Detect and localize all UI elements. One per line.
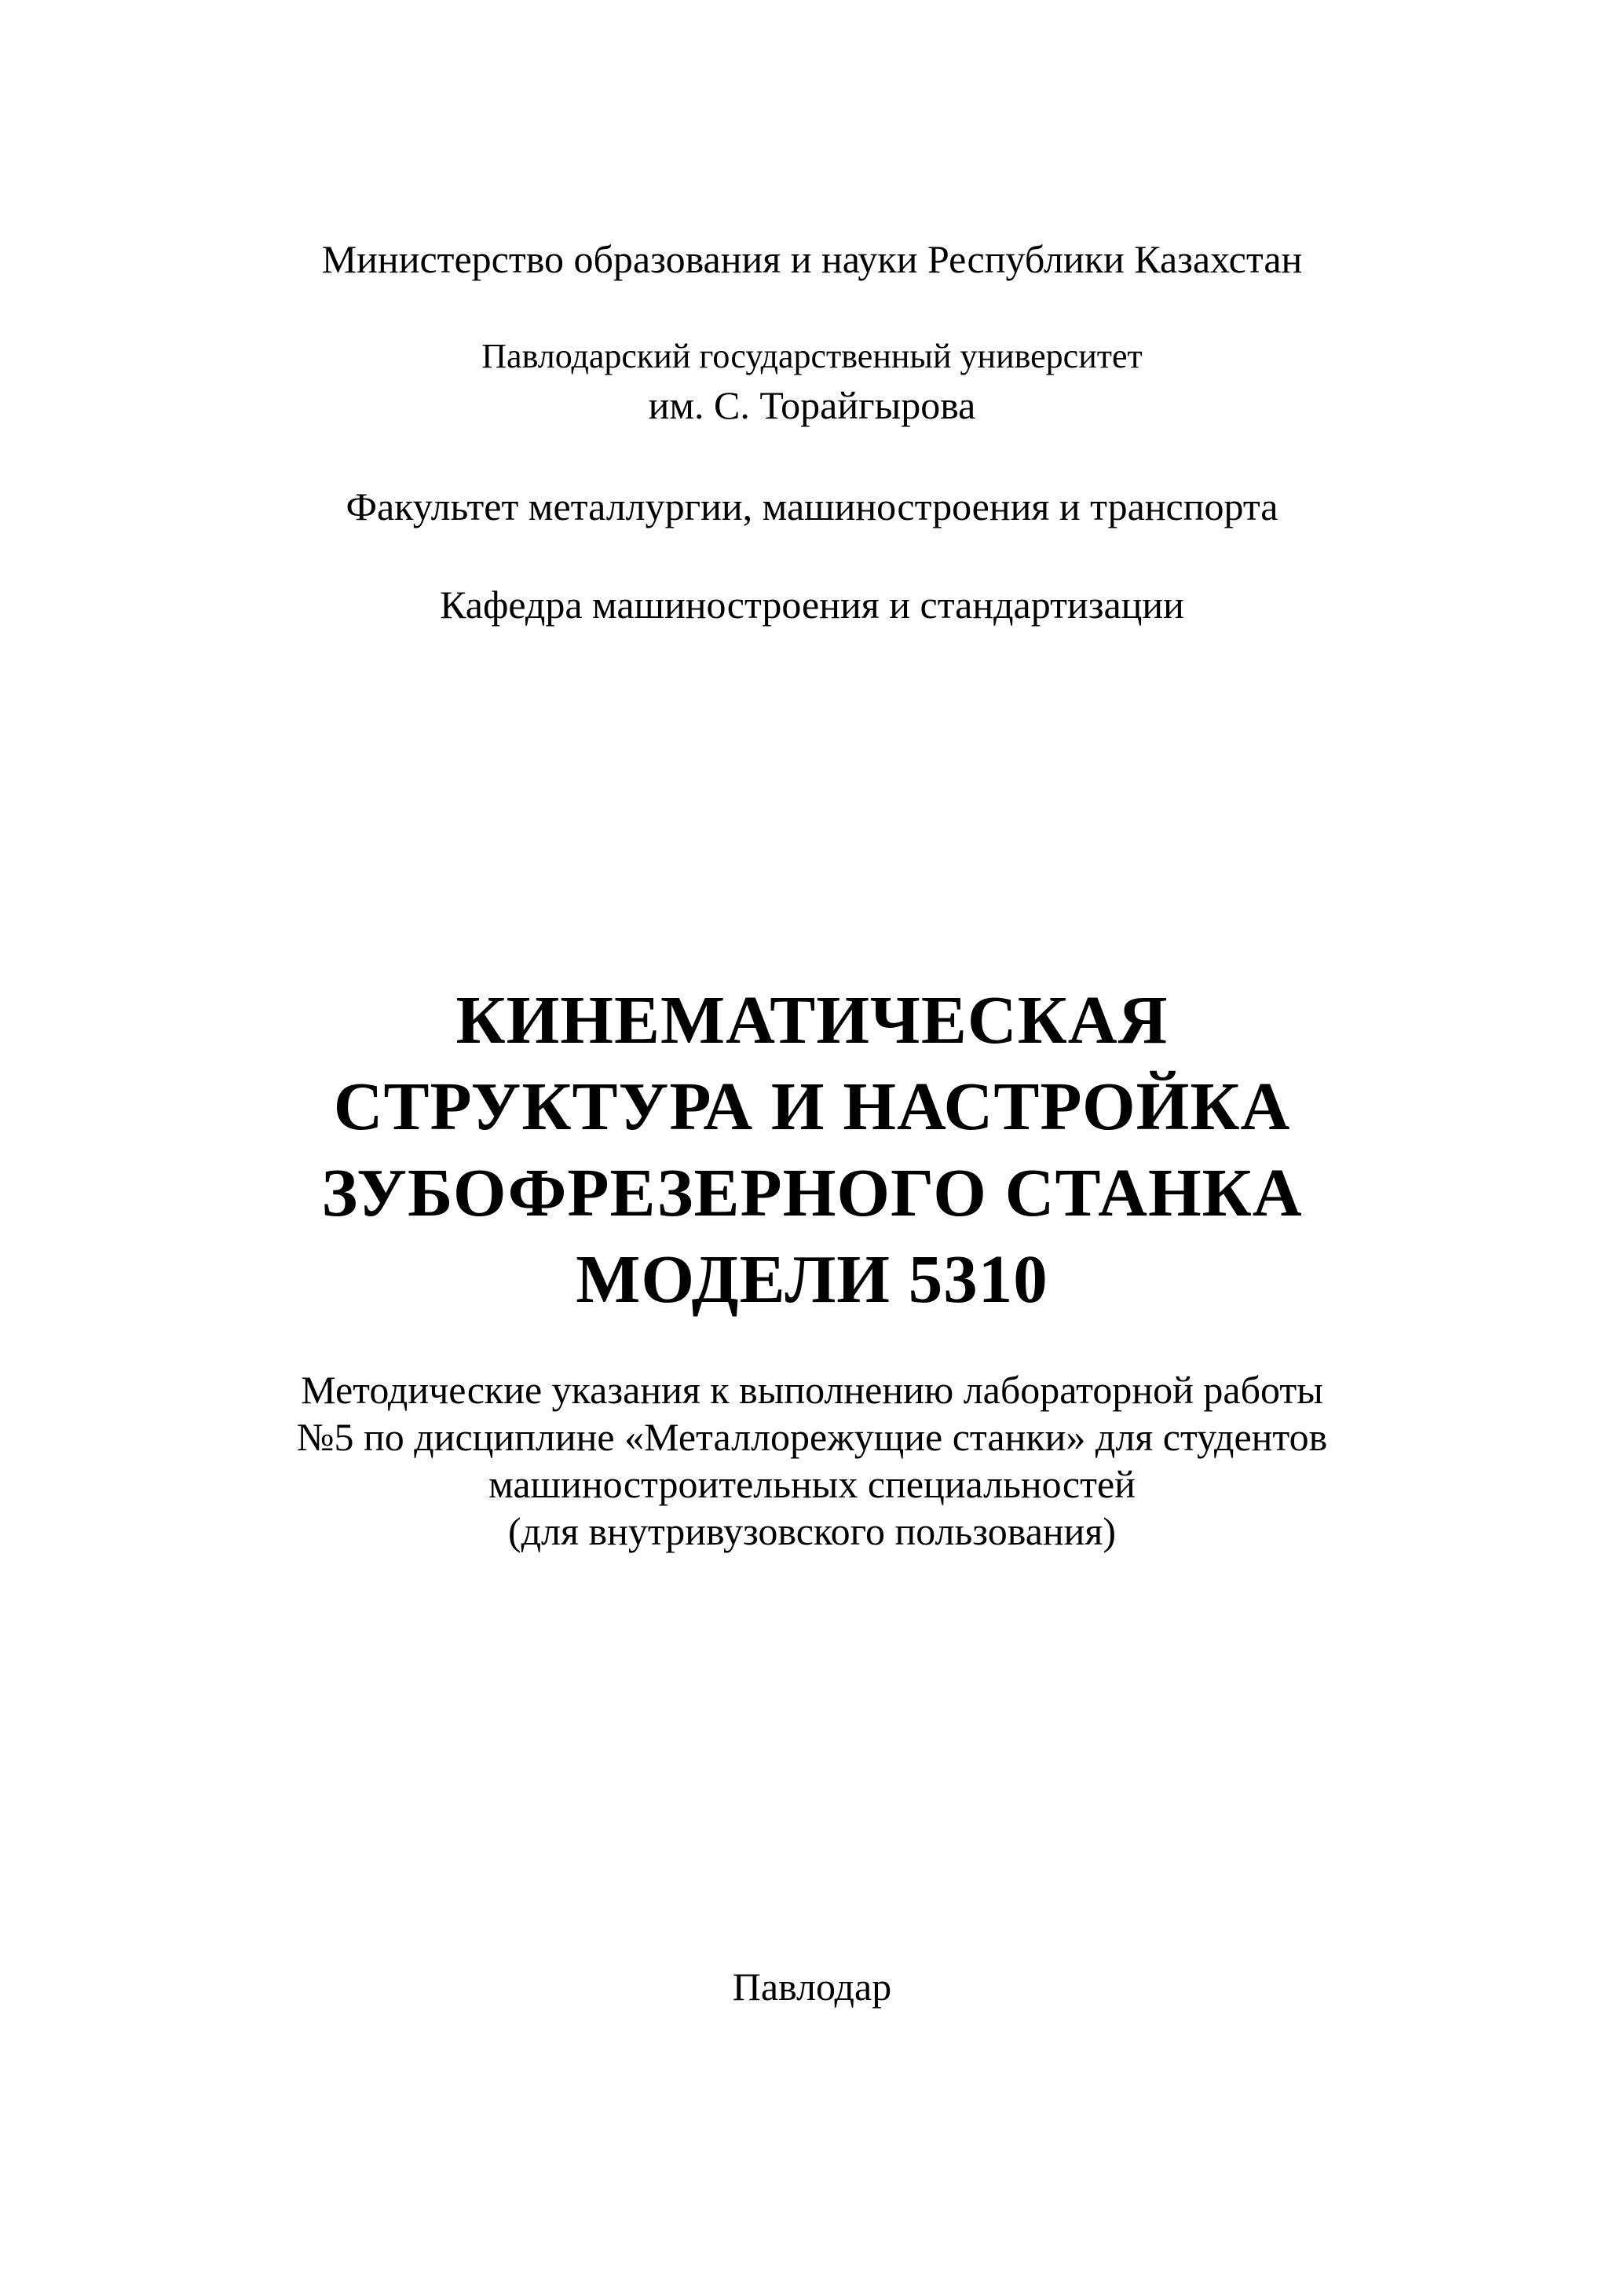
department-line: Кафедра машиностроения и стандартизации xyxy=(440,583,1184,627)
city-line: Павлодар xyxy=(732,1965,892,2009)
title-line-1: КИНЕМАТИЧЕСКАЯ xyxy=(455,982,1169,1058)
title-line-2: СТРУКТУРА И НАСТРОЙКА xyxy=(333,1068,1291,1144)
title-line-3: ЗУБОФРЕЗЕРНОГО СТАНКА xyxy=(321,1154,1303,1230)
subtitle-line-2: №5 по дисциплине «Металлорежущие станки» для студентов xyxy=(296,1415,1328,1459)
subtitle-line-4: (для внутривузовского пользования) xyxy=(507,1509,1117,1553)
title-line-4: МОДЕЛИ 5310 xyxy=(576,1241,1048,1317)
subtitle-line-3: машиностроительных специальностей xyxy=(488,1462,1136,1506)
university-line-1: Павлодарский государственный университет xyxy=(481,337,1143,375)
subtitle-line-1: Методические указания к выполнению лабораторной работы xyxy=(301,1368,1323,1412)
faculty-line: Факультет металлургии, машиностроения и транспорта xyxy=(346,484,1278,528)
ministry-line: Министерство образования и науки Республики Казахстан xyxy=(321,237,1303,281)
university-line-2: им. С. Торайгырова xyxy=(648,383,976,427)
